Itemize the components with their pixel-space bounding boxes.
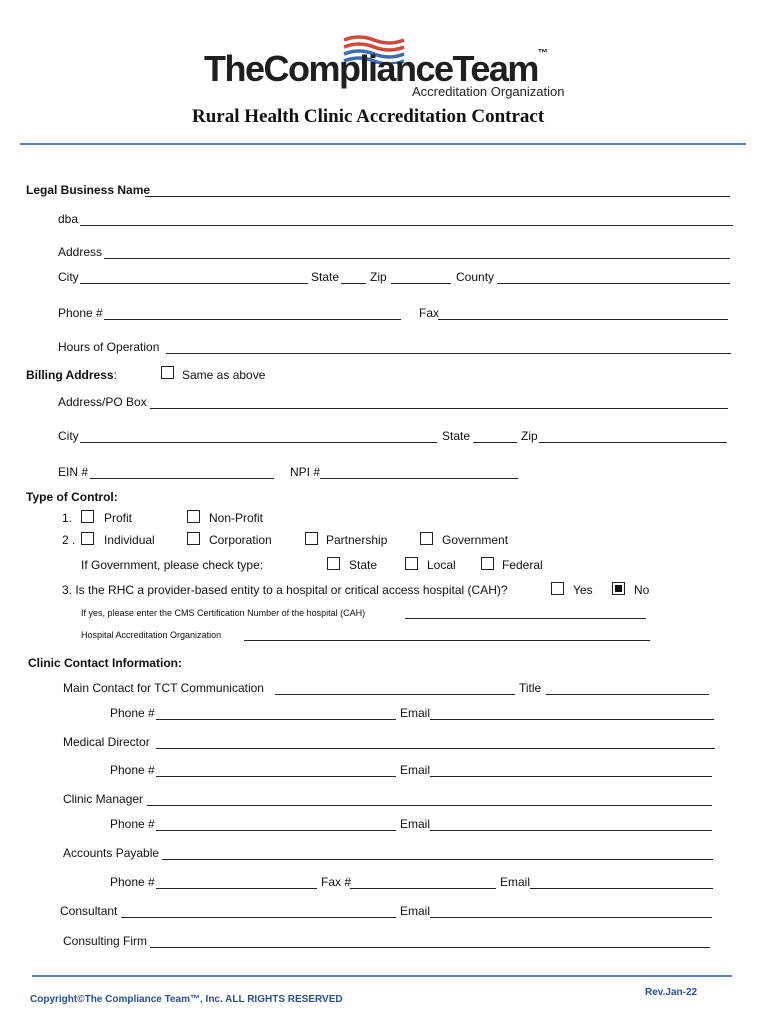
- revision-date: Rev.Jan-22: [645, 987, 698, 998]
- clinic-manager-phone-label: Phone #: [110, 817, 155, 831]
- medical-director-email-label: Email: [400, 763, 431, 777]
- control-row1-number: 1.: [62, 511, 73, 525]
- gov-federal-checkbox[interactable]: [481, 557, 494, 570]
- main-contact-phone-label: Phone #: [110, 706, 155, 720]
- legal-business-name-label: Legal Business Name: [26, 183, 151, 197]
- medical-director-label: Medical Director: [63, 735, 150, 749]
- clinic-manager-label: Clinic Manager: [63, 792, 144, 806]
- individual-label: Individual: [104, 533, 155, 547]
- medical-director-field[interactable]: [156, 748, 715, 749]
- gov-state-checkbox[interactable]: [327, 557, 340, 570]
- billing-city-field[interactable]: [80, 442, 437, 443]
- county-label: County: [456, 270, 495, 284]
- consulting-firm-label: Consulting Firm: [63, 934, 148, 948]
- logo-subtitle: Accreditation Organization: [412, 84, 565, 99]
- government-label: Government: [442, 533, 509, 547]
- city-label: City: [58, 270, 79, 284]
- cms-number-label: If yes, please enter the CMS Certification Number of the hospital (CAH): [81, 608, 366, 618]
- copyright-text: Copyright©The Compliance Team™, Inc. ALL RIGHTS RESERVED: [30, 994, 343, 1005]
- provider-based-no-label: No: [634, 583, 650, 597]
- main-contact-label: Main Contact for TCT Communication: [63, 681, 264, 695]
- gov-local-label: Local: [427, 558, 456, 572]
- logo-name: TheComplianceTeam: [204, 48, 538, 89]
- zip-label: Zip: [370, 270, 387, 284]
- main-contact-title-field[interactable]: [546, 694, 709, 695]
- accounts-payable-phone-label: Phone #: [110, 875, 155, 889]
- hours-label: Hours of Operation: [58, 340, 160, 354]
- gov-federal-label: Federal: [502, 558, 543, 572]
- page-title: Rural Health Clinic Accreditation Contract: [192, 106, 545, 127]
- phone-label: Phone #: [58, 306, 103, 320]
- medical-director-email-field[interactable]: [430, 776, 712, 777]
- government-type-prompt: If Government, please check type:: [81, 558, 264, 572]
- zip-field[interactable]: [391, 283, 451, 284]
- city-field[interactable]: [80, 283, 308, 284]
- accounts-payable-label: Accounts Payable: [63, 846, 160, 860]
- individual-checkbox[interactable]: [81, 532, 94, 545]
- billing-address-text: Billing Address: [26, 368, 114, 382]
- medical-director-phone-field[interactable]: [156, 776, 396, 777]
- accounts-payable-fax-field[interactable]: [350, 888, 496, 889]
- main-contact-title-label: Title: [519, 681, 542, 695]
- fax-label: Fax: [419, 306, 440, 320]
- gov-local-checkbox[interactable]: [405, 557, 418, 570]
- cms-number-field[interactable]: [405, 618, 646, 619]
- billing-zip-label: Zip: [521, 429, 538, 443]
- consultant-email-label: Email: [400, 904, 431, 918]
- type-of-control-heading: Type of Control:: [26, 490, 118, 504]
- accounts-payable-email-field[interactable]: [530, 888, 713, 889]
- accounts-payable-fax-label: Fax #: [321, 875, 352, 889]
- clinic-manager-phone-field[interactable]: [156, 830, 396, 831]
- non-profit-checkbox[interactable]: [187, 510, 200, 523]
- main-contact-email-field[interactable]: [430, 719, 714, 720]
- main-contact-email-label: Email: [400, 706, 431, 720]
- dba-field[interactable]: [80, 225, 733, 226]
- main-contact-field[interactable]: [275, 694, 515, 695]
- corporation-checkbox[interactable]: [187, 532, 200, 545]
- ein-field[interactable]: [90, 478, 274, 479]
- accounts-payable-phone-field[interactable]: [156, 888, 317, 889]
- phone-field[interactable]: [104, 319, 401, 320]
- hospital-accreditation-org-label: Hospital Accreditation Organization: [81, 630, 222, 640]
- billing-address-po-label: Address/PO Box: [58, 395, 147, 409]
- ein-label: EIN #: [58, 465, 89, 479]
- provider-based-yes-checkbox[interactable]: [551, 582, 564, 595]
- clinic-manager-email-field[interactable]: [430, 830, 712, 831]
- hospital-accreditation-org-field[interactable]: [244, 640, 650, 641]
- consultant-label: Consultant: [60, 904, 118, 918]
- consulting-firm-field[interactable]: [150, 947, 710, 948]
- main-contact-phone-field[interactable]: [156, 719, 396, 720]
- same-as-above-checkbox[interactable]: [161, 366, 174, 379]
- county-field[interactable]: [497, 283, 730, 284]
- same-as-above-label: Same as above: [182, 368, 266, 382]
- header-divider: [20, 143, 746, 145]
- provider-based-question: 3. Is the RHC a provider-based entity to a hospital or critical access hospital (CAH)?: [62, 583, 508, 597]
- clinic-contact-heading: Clinic Contact Information:: [28, 656, 182, 670]
- non-profit-label: Non-Profit: [209, 511, 264, 525]
- clinic-manager-email-label: Email: [400, 817, 431, 831]
- corporation-label: Corporation: [209, 533, 272, 547]
- fax-field[interactable]: [438, 319, 728, 320]
- billing-city-label: City: [58, 429, 79, 443]
- control-row2-number: 2 .: [62, 533, 76, 547]
- medical-director-phone-label: Phone #: [110, 763, 155, 777]
- gov-state-label: State: [349, 558, 378, 572]
- consultant-email-field[interactable]: [430, 917, 712, 918]
- npi-field[interactable]: [320, 478, 518, 479]
- government-checkbox[interactable]: [420, 532, 433, 545]
- billing-state-field[interactable]: [473, 442, 517, 443]
- partnership-checkbox[interactable]: [305, 532, 318, 545]
- billing-zip-field[interactable]: [539, 442, 727, 443]
- billing-state-label: State: [442, 429, 471, 443]
- consultant-field[interactable]: [121, 917, 396, 918]
- billing-address-colon: :: [113, 368, 117, 382]
- provider-based-yes-label: Yes: [573, 583, 593, 597]
- clinic-manager-field[interactable]: [147, 805, 712, 806]
- billing-address-label: [26, 368, 117, 382]
- accounts-payable-field[interactable]: [162, 859, 713, 860]
- profit-label: Profit: [104, 511, 133, 525]
- state-label: State: [311, 270, 340, 284]
- accounts-payable-email-label: Email: [500, 875, 531, 889]
- partnership-label: Partnership: [326, 533, 388, 547]
- provider-based-no-checkbox[interactable]: [612, 582, 625, 595]
- footer-divider: [32, 975, 732, 977]
- address-label: Address: [58, 245, 103, 259]
- state-field[interactable]: [341, 283, 366, 284]
- logo-trademark: ™: [537, 48, 547, 59]
- hours-field[interactable]: [166, 353, 731, 354]
- billing-address-po-field[interactable]: [150, 408, 728, 409]
- legal-business-name-field[interactable]: [145, 196, 730, 197]
- dba-label: dba: [58, 212, 79, 226]
- profit-checkbox[interactable]: [81, 510, 94, 523]
- npi-label: NPI #: [290, 465, 321, 479]
- address-field[interactable]: [104, 258, 730, 259]
